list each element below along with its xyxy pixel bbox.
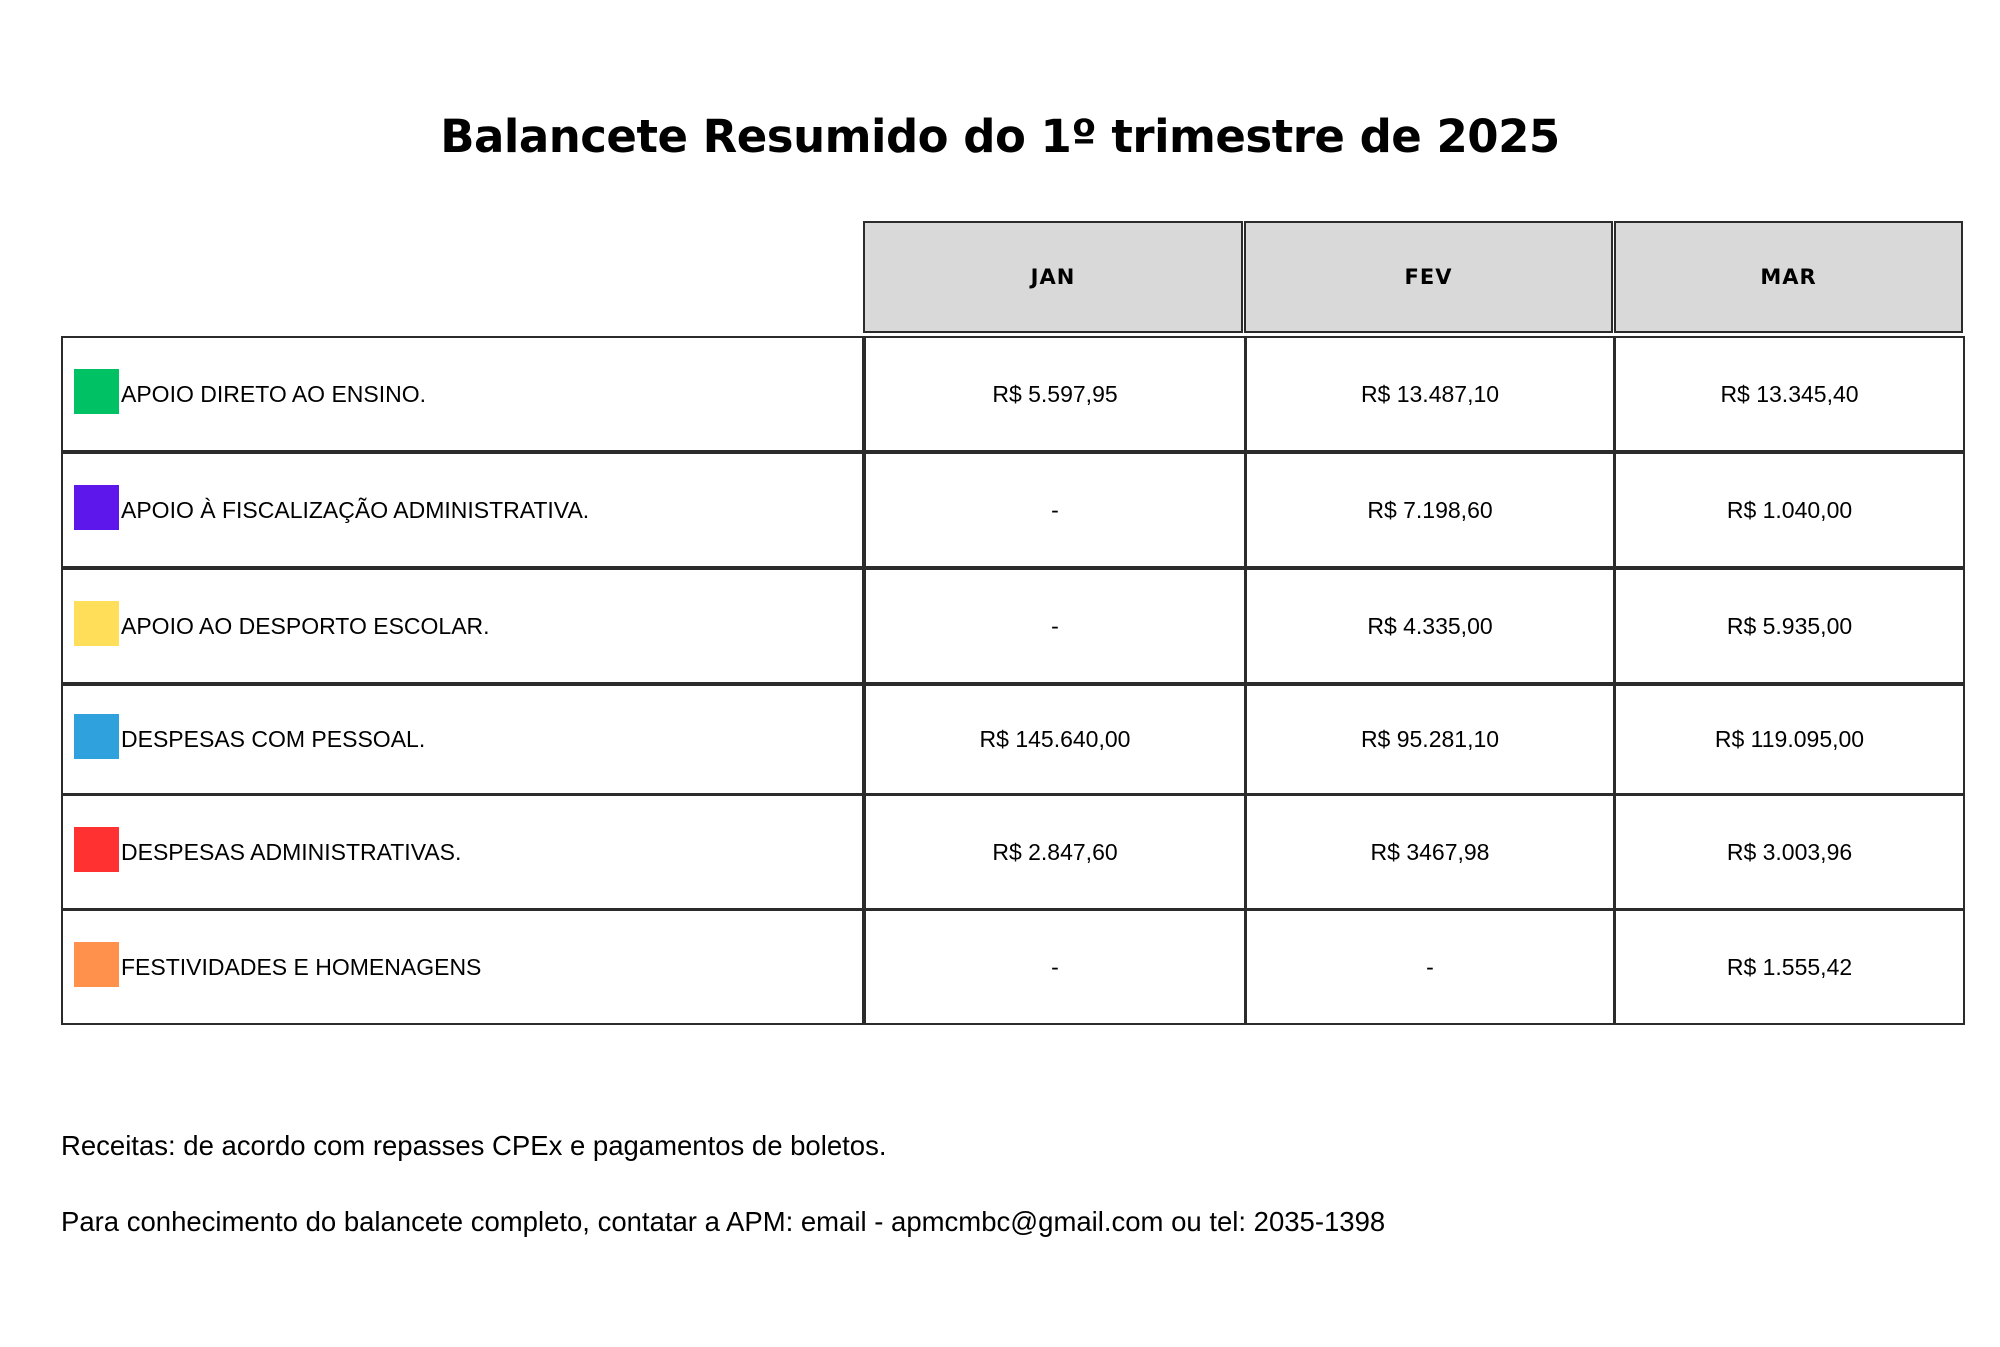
value-cell: - (864, 452, 1246, 568)
legend-swatch-purple (74, 485, 119, 530)
column-header-mar: MAR (1614, 221, 1963, 333)
value-cell: - (864, 568, 1246, 684)
value-cell: R$ 3.003,96 (1614, 794, 1965, 910)
value-cell: R$ 13.487,10 (1245, 336, 1615, 452)
row-label-text: DESPESAS COM PESSOAL. (121, 726, 426, 752)
row-label-apoio-direto (61, 336, 864, 452)
value-cell: R$ 7.198,60 (1245, 452, 1615, 568)
row-label-text: DESPESAS ADMINISTRATIVAS. (121, 838, 462, 865)
row-label-desporto (61, 568, 864, 684)
row-label-text: APOIO AO DESPORTO ESCOLAR. (121, 612, 490, 639)
value-cell: R$ 95.281,10 (1245, 684, 1615, 795)
legend-swatch-orange (74, 942, 119, 987)
row-label-festividades (61, 909, 864, 1025)
value-cell: R$ 3467,98 (1245, 794, 1615, 910)
value-cell: - (1245, 909, 1615, 1025)
value-cell: R$ 4.335,00 (1245, 568, 1615, 684)
legend-swatch-yellow (74, 601, 119, 646)
value-cell: R$ 5.935,00 (1614, 568, 1965, 684)
value-cell: R$ 145.640,00 (864, 684, 1246, 795)
value-cell: - (864, 909, 1246, 1025)
value-cell: R$ 2.847,60 (864, 794, 1246, 910)
column-header-fev: FEV (1244, 221, 1613, 333)
receitas-note: Receitas: de acordo com repasses CPEx e pagamentos de boletos. (61, 1130, 887, 1161)
value-cell: R$ 1.040,00 (1614, 452, 1965, 568)
row-label-pessoal (61, 684, 864, 795)
row-label-fiscalizacao (61, 452, 864, 568)
column-header-jan: JAN (863, 221, 1243, 333)
value-cell: R$ 5.597,95 (864, 336, 1246, 452)
legend-swatch-green (74, 369, 119, 414)
value-cell: R$ 119.095,00 (1614, 684, 1965, 795)
value-cell: R$ 13.345,40 (1614, 336, 1965, 452)
row-label-text: APOIO DIRETO AO ENSINO. (121, 380, 427, 407)
legend-swatch-red (74, 827, 119, 872)
row-label-text: FESTIVIDADES E HOMENAGENS (121, 953, 482, 980)
legend-swatch-blue (74, 714, 119, 759)
value-cell: R$ 1.555,42 (1614, 909, 1965, 1025)
contact-note: Para conhecimento do balancete completo, contatar a APM: email - apmcmbc@gmail.com ou tel: 2035-1398 (61, 1206, 1386, 1237)
page-title: Balancete Resumido do 1º trimestre de 2025 (440, 110, 1560, 163)
row-label-text: APOIO À FISCALIZAÇÃO ADMINISTRATIVA. (121, 496, 590, 523)
row-label-administrativas (61, 794, 864, 910)
